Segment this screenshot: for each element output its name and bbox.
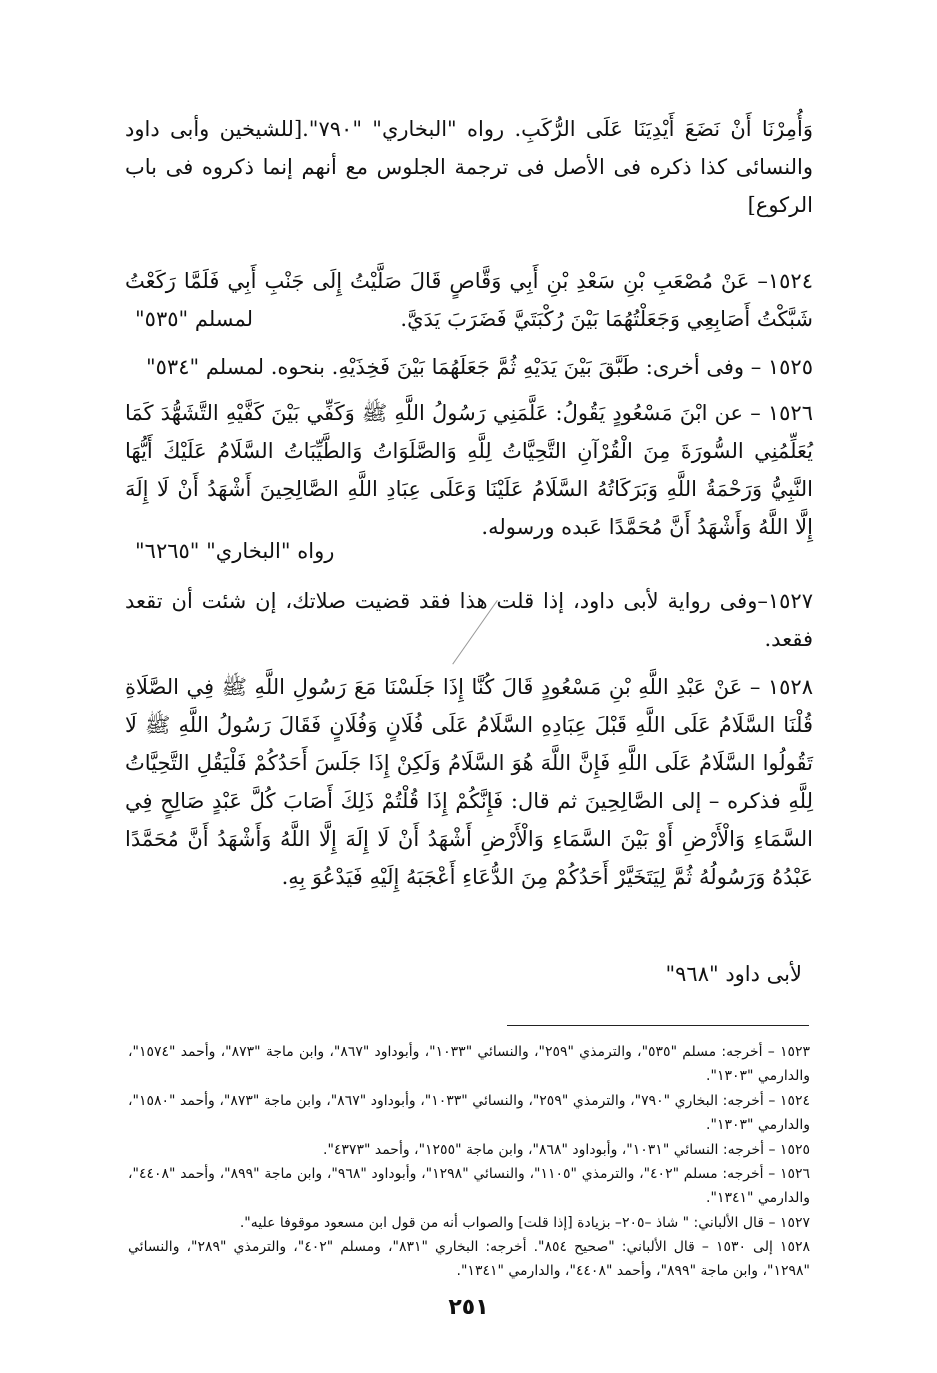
page-number: ٢٥١ [448, 1295, 489, 1320]
hadith-1528: ١٥٢٨ – عَنْ عَبْدِ اللَّهِ بْنِ مَسْعُودٍ قَالَ كُنَّا إِذَا جَلَسْنَا مَعَ رَسُولِ اللَّهِ ﷺ فِي الصَّلَاةِ قُلْنَا السَّلَامُ عَلَى اللَّهِ قَبْلَ عِبَادِهِ السَّلَامُ عَلَى فُلَانٍ وَفُلَانٍ فَقَالَ رَسُولُ اللَّهِ ﷺ لَا تَقُولُوا السَّلَامُ عَلَى اللَّهِ فَإِنَّ اللَّهَ هُوَ السَّلَامُ وَلَكِنْ إِذَا جَلَسَ أَحَدُكُمْ فَلْيَقُلِ التَّحِيَّاتُ لِلَّهِ فذكره – إلى الصَّالِحِينَ ثم قال: فَإِنَّكُمْ إِذَا قُلْتُمْ ذَلِكَ أَصَابَ كُلَّ عَبْدٍ صَالِحٍ فِي السَّمَاءِ وَالْأَرْضِ أَوْ بَيْنَ السَّمَاءِ وَالْأَرْضِ أَشْهَدُ أَنْ لَا إِلَهَ إِلَّا اللَّهُ وَأَشْهَدُ أَنَّ مُحَمَّدًا عَبْدُهُ وَرَسُولُهُ ثُمَّ لِيَتَخَيَّرْ أَحَدُكُمْ مِنَ الدُّعَاءِ أَعْجَبَهُ إِلَيْهِ فَيَدْعُوَ بِهِ. [125, 675, 813, 889]
footnote-1526: ١٥٢٦ – أخرجه: مسلم "٤٠٢"، والترمذي "١١٠٥"، والنسائي "١٢٩٨"، وأبوداود "٩٦٨"، وابن ماجة "٨٩٩"، وأحمد "٤٤٠٨"، والدارمي "١٣٤١". [128, 1166, 811, 1206]
hadith-1526-reference: رواه "البخاري" "٦٢٦٥" [135, 539, 335, 563]
footnote-1524: ١٥٢٤ – أخرجه: البخاري "٧٩٠"، والترمذي "٢٥٩"، والنسائي "١٠٣٣"، وأبوداود "٨٦٧"، وابن ماجة "٨٧٣"، وأحمد "١٥٨٠"، والدارمي "١٣٠٣". [128, 1093, 810, 1133]
footnote-1527: ١٥٢٧ – قال الألباني: " شاذ –٢٠٥– بزيادة [إذا قلت] والصواب أنه من قول ابن مسعود موقوفا عليه". [239, 1215, 810, 1231]
footnote-divider [507, 1025, 809, 1026]
hadith-1528-reference: لأبى داود "٩٦٨" [665, 962, 802, 986]
hadith-1524: ١٥٢٤– عَنْ مُصْعَبِ بْنِ سَعْدِ بْنِ أَبِي وَقَّاصٍ قَالَ صَلَّيْتُ إِلَى جَنْبِ أَبِي فَلَمَّا رَكَعْتُ شَبَّكْتُ أَصَابِعِي وَجَعَلْتُهُمَا بَيْنَ رُكْبَتَيَّ فَضَرَبَ يَدَيَّ. [125, 269, 813, 331]
footnote-1525: ١٥٢٥ – أخرجه: النسائي "١٠٣١"، وأبوداود "٨٦٨"، وابن ماجة "١٢٥٥"، وأحمد "٤٣٧٣". [323, 1142, 810, 1158]
hadith-1526: ١٥٢٦ – عن ابْنَ مَسْعُودٍ يَقُولُ: عَلَّمَنِي رَسُولُ اللَّهِ ﷺ وَكَفِّي بَيْنَ كَفَّيْهِ التَّشَهُّدَ كَمَا يُعَلِّمُنِي السُّورَةَ مِنَ الْقُرْآنِ التَّحِيَّاتُ لِلَّهِ وَالصَّلَوَاتُ وَالطَّيِّبَاتُ السَّلَامُ عَلَيْكَ أَيُّهَا النَّبِيُّ وَرَحْمَةُ اللَّهِ وَبَرَكَاتُهُ السَّلَامُ عَلَيْنَا وَعَلَى عِبَادِ اللَّهِ الصَّالِحِينَ أَشْهَدُ أَنْ لَا إِلَهَ إِلَّا اللَّهُ وَأَشْهَدُ أَنَّ مُحَمَّدًا عَبده ورسوله. [125, 401, 814, 539]
hadith-1523-continuation: وَأُمِرْنَا أَنْ نَضَعَ أَيْدِيَنَا عَلَى الرُّكَبِ. رواه "البخاري" "٧٩٠".[للشيخين وأبى داود والنسائى كذا ذكره فى الأصل فى ترجمة الجلوس مع أنهم إنما ذكروه فى باب الركوع] [125, 117, 813, 217]
hadith-1524-reference: لمسلم "٥٣٥" [135, 307, 254, 331]
footnote-1523: ١٥٢٣ – أخرجه: مسلم "٥٣٥"، والترمذي "٢٥٩"، والنسائي "١٠٣٣"، وأبوداود "٨٦٧"، وابن ماجة "٨٧٣"، وأحمد "١٥٧٤"، والدارمي "١٣٠٣". [128, 1044, 811, 1084]
hadith-1525: ١٥٢٥ – وفى أخرى: طَبَّقَ بَيْنَ يَدَيْهِ ثُمَّ جَعَلَهُمَا بَيْنَ فَخِذَيْهِ. بنحوه. لمسلم "٥٣٤" [145, 355, 813, 379]
hadith-1527: ١٥٢٧–وفى رواية لأبى داود، إذا قلت هذا فقد قضيت صلاتك، إن شئت أن تقعد فقعد. [125, 589, 813, 651]
footnote-1528: ١٥٢٨ إلى ١٥٣٠ – قال الألباني: "صحيح ٨٥٤". أخرجه: البخاري "٨٣١"، ومسلم "٤٠٢"، والترمذي "٢٨٩"، والنسائي "١٢٩٨"، وابن ماجة "٨٩٩"، وأحمد "٤٤٠٨"، والدارمي "١٣٤١". [128, 1239, 810, 1279]
